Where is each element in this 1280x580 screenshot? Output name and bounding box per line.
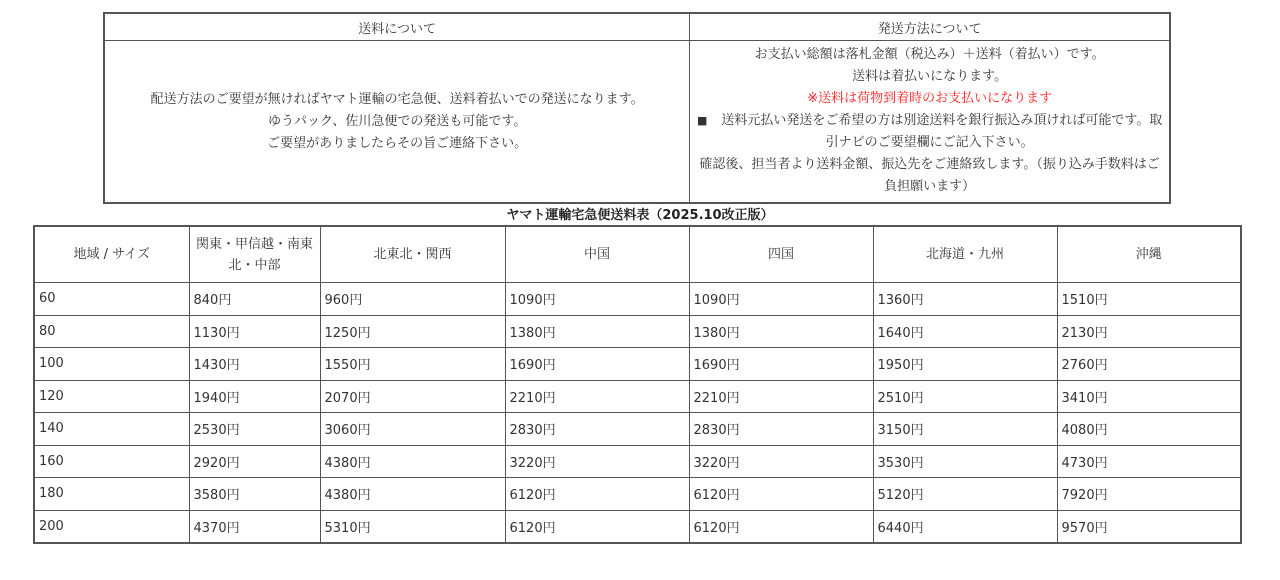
cod-text: 送料は着払いになります。 (852, 69, 1008, 84)
price-cell: 2070円 (320, 380, 505, 413)
price-cell: 4730円 (1057, 445, 1241, 478)
fee-line: ご要望がありましたらその旨ご連絡下さい。 (267, 135, 528, 151)
price-cell: 1950円 (873, 348, 1057, 381)
fee-line: 配送方法のご要望が無ければヤマト運輸の宅急便、送料着払いでの発送になります。 (150, 91, 644, 107)
price-cell: 2920円 (189, 445, 320, 478)
fee-line: ゆうパック、佐川急便での発送も可能です。 (267, 113, 527, 129)
square-bullet-icon: ■ (696, 114, 708, 127)
size-cell: 80 (34, 315, 189, 348)
size-cell: 140 (34, 413, 189, 446)
price-cell: 960円 (320, 283, 505, 316)
prepaid-option-body: 送料元払い発送をご希望の方は別途送料を銀行振込み頂ければ可能です。取引ナビのご要望欄にご記入下さい。 (721, 113, 1163, 150)
price-cell: 840円 (189, 283, 320, 316)
price-cell: 2830円 (689, 413, 873, 446)
price-cell: 1430円 (189, 348, 320, 381)
price-cell: 2510円 (873, 380, 1057, 413)
table-row (34, 348, 1241, 381)
shipping-fee-header: 送料について (104, 13, 690, 41)
size-cell: 60 (34, 283, 189, 316)
price-cell: 2830円 (505, 413, 689, 446)
yamato-rate-table (33, 225, 1242, 544)
price-cell: 1690円 (505, 348, 689, 381)
size-cell: 180 (34, 478, 189, 511)
price-cell: 4380円 (320, 445, 505, 478)
price-cell: 6120円 (689, 510, 873, 543)
size-cell: 120 (34, 380, 189, 413)
shipping-method-header: 発送方法について (690, 13, 1170, 41)
price-cell: 2530円 (189, 413, 320, 446)
price-cell: 1090円 (689, 283, 873, 316)
price-cell: 7920円 (1057, 478, 1241, 511)
rate-header-row (34, 226, 1241, 283)
table-row (34, 283, 1241, 316)
price-cell: 1360円 (873, 283, 1057, 316)
price-cell: 3060円 (320, 413, 505, 446)
price-cell: 3220円 (505, 445, 689, 478)
price-cell: 5310円 (320, 510, 505, 543)
shipping-info-table (103, 12, 1171, 204)
shipping-fee-description (104, 41, 690, 204)
price-cell: 1690円 (689, 348, 873, 381)
price-cell: 3580円 (189, 478, 320, 511)
size-cell: 200 (34, 510, 189, 543)
price-cell: 1550円 (320, 348, 505, 381)
price-cell: 3410円 (1057, 380, 1241, 413)
column-header-kita-tohoku-kansai: 北東北・関西 (320, 226, 505, 283)
price-cell: 6120円 (689, 478, 873, 511)
column-header-shikoku: 四国 (689, 226, 873, 283)
price-cell: 6440円 (873, 510, 1057, 543)
rate-table-title: ヤマト運輸宅急便送料表（2025.10改正版） (506, 208, 774, 223)
table-row (34, 380, 1241, 413)
price-cell: 1090円 (505, 283, 689, 316)
size-cell: 160 (34, 445, 189, 478)
price-cell: 4380円 (320, 478, 505, 511)
size-cell: 100 (34, 348, 189, 381)
price-cell: 9570円 (1057, 510, 1241, 543)
price-cell: 6120円 (505, 478, 689, 511)
payment-on-arrival-notice: ※送料は荷物到着時のお支払いになります (807, 91, 1053, 106)
price-cell: 3530円 (873, 445, 1057, 478)
price-cell: 3150円 (873, 413, 1057, 446)
price-cell: 1380円 (689, 315, 873, 348)
price-cell: 1510円 (1057, 283, 1241, 316)
column-header-chugoku: 中国 (505, 226, 689, 283)
price-cell: 4080円 (1057, 413, 1241, 446)
price-cell: 1130円 (189, 315, 320, 348)
price-cell: 1250円 (320, 315, 505, 348)
prepaid-option-text (696, 110, 1163, 154)
table-row (34, 413, 1241, 446)
price-cell: 6120円 (505, 510, 689, 543)
column-header-kanto: 関東・甲信越・南東北・中部 (189, 226, 320, 283)
payment-total-text: お支払い総額は落札金額（税込み）＋送料（着払い）です。 (754, 47, 1105, 62)
price-cell: 1640円 (873, 315, 1057, 348)
price-cell: 2210円 (689, 380, 873, 413)
confirmation-text: 確認後、担当者より送料金額、振込先をご連絡致します。（振り込み手数料はご負担願います） (699, 157, 1160, 194)
column-header-size: 地域 / サイズ (34, 226, 189, 283)
price-cell: 1380円 (505, 315, 689, 348)
price-cell: 2210円 (505, 380, 689, 413)
table-row (34, 478, 1241, 511)
shipping-method-description (690, 41, 1170, 204)
price-cell: 3220円 (689, 445, 873, 478)
table-row (34, 315, 1241, 348)
price-cell: 4370円 (189, 510, 320, 543)
price-cell: 1940円 (189, 380, 320, 413)
price-cell: 2760円 (1057, 348, 1241, 381)
price-cell: 2130円 (1057, 315, 1241, 348)
column-header-okinawa: 沖縄 (1057, 226, 1241, 283)
column-header-hokkaido-kyushu: 北海道・九州 (873, 226, 1057, 283)
table-row (34, 510, 1241, 543)
table-row (34, 445, 1241, 478)
price-cell: 5120円 (873, 478, 1057, 511)
